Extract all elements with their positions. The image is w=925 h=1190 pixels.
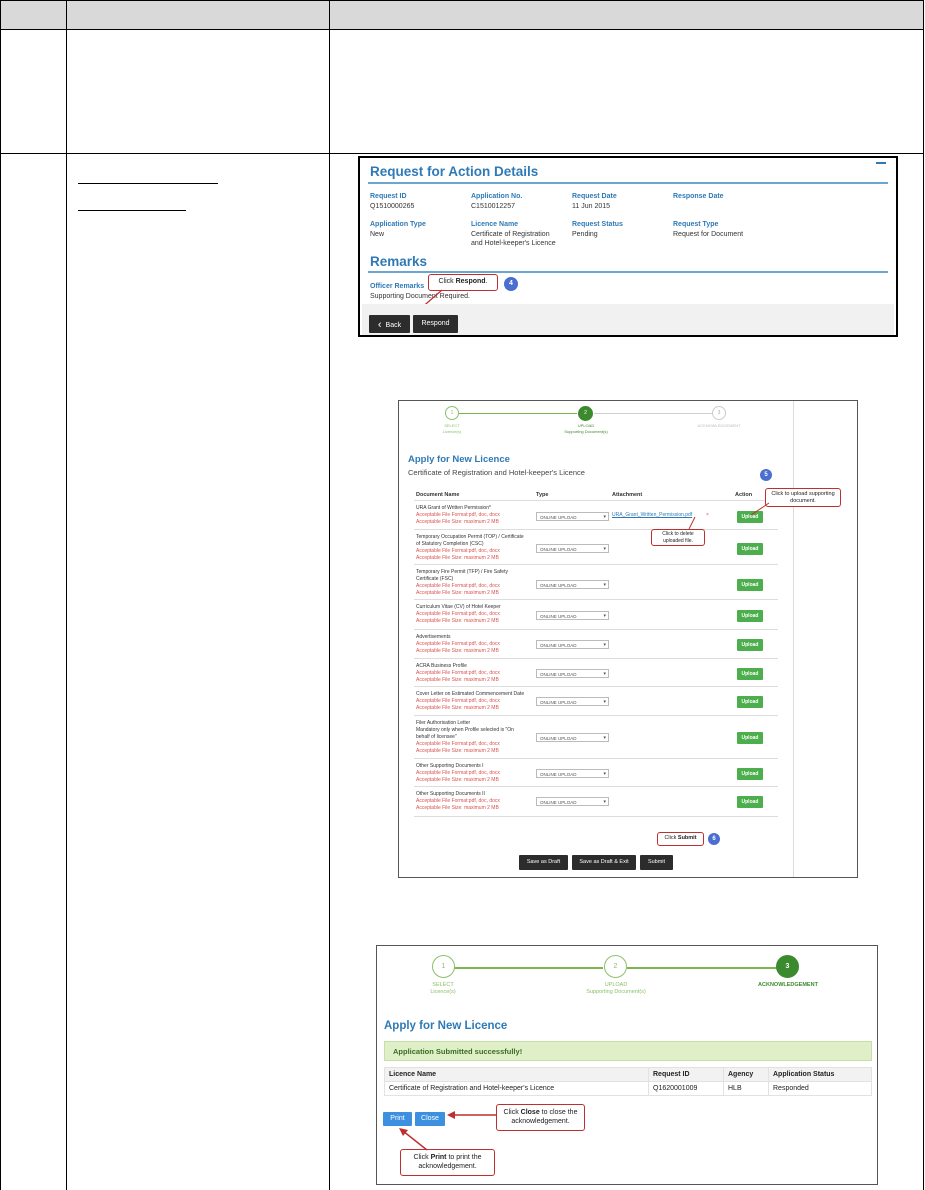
callout-text: Click (503, 1109, 521, 1116)
upload-button[interactable]: Upload (737, 610, 763, 622)
type-select[interactable]: ONLINE UPLOAD ▾ (536, 697, 609, 706)
col-attachment: Attachment (612, 492, 643, 498)
chevron-left-icon: ‹ (377, 319, 382, 331)
step-label-line: SELECT (432, 982, 454, 988)
step-label-line: Licence(s) (430, 989, 456, 995)
field-label: Licence Name (471, 221, 519, 228)
callout-arrow (447, 1109, 499, 1121)
type-select[interactable]: ONLINE UPLOAD ▾ (536, 733, 609, 742)
format-hint: Acceptable File Format:pdf, doc, docx (416, 512, 500, 518)
type-select[interactable]: ONLINE UPLOAD ▾ (536, 512, 609, 521)
callout-text: to close the acknowledgement. (511, 1109, 578, 1125)
doc-title: Filer Authorisation Letter (416, 720, 471, 726)
document-row (414, 786, 778, 817)
step-label: ACKNOWLEDGEMENT (758, 982, 818, 988)
callout-text: Click (413, 1154, 431, 1161)
col-document: Document Name (416, 492, 460, 498)
format-hint: Acceptable File Format:pdf, doc, docx (416, 741, 500, 747)
size-hint: Acceptable File Size: maximum 2 MB (416, 705, 499, 711)
doc-title: ACRA Business Profile (416, 663, 467, 669)
document-row (414, 715, 778, 759)
col-action: Action (735, 492, 753, 498)
rule (0, 0, 1, 1190)
step-label (549, 423, 623, 435)
callout-submit (657, 832, 704, 846)
doc-title: Advertisements (416, 634, 451, 640)
callout-delete: Click to delete uploaded file. (651, 529, 705, 546)
submit-button[interactable]: Submit (640, 855, 673, 870)
request-for-action-panel (358, 156, 898, 337)
doc-title: Curriculum Vitae (CV) of Hotel Keeper (416, 604, 501, 610)
step-label-line: UPLOAD (577, 423, 595, 428)
step-badge: 5 (760, 469, 772, 481)
step-circle: 2 (604, 955, 627, 978)
remarks-title: Remarks (370, 254, 428, 269)
step-badge: 4 (504, 277, 518, 291)
cell: Q1620001009 (649, 1082, 724, 1096)
step-label-line: Supporting Document(s) (586, 989, 646, 995)
field-label: Application No. (471, 193, 523, 200)
page-title: Apply for New Licence (408, 454, 510, 465)
step-circle-active: 3 (776, 955, 799, 978)
upload-button[interactable]: Upload (737, 511, 763, 523)
callout-print (400, 1149, 495, 1176)
size-hint: Acceptable File Size: maximum 2 MB (416, 777, 499, 783)
size-hint: Acceptable File Size: maximum 2 MB (416, 519, 499, 525)
cell: Certificate of Registration and Hotel-keeper's Licence (385, 1082, 649, 1096)
back-button[interactable] (369, 315, 410, 333)
step-label (413, 982, 473, 996)
step-label-line: SELECT (444, 423, 460, 428)
upload-button[interactable]: Upload (737, 796, 763, 808)
callout-text: to print the acknowledgement. (418, 1154, 482, 1170)
field-value: Pending (572, 231, 598, 238)
officer-remarks-label: Officer Remarks (370, 283, 425, 290)
divider (368, 271, 888, 273)
size-hint: Acceptable File Size: maximum 2 MB (416, 748, 499, 754)
document-row (414, 686, 778, 716)
close-button[interactable]: Close (415, 1112, 445, 1126)
col-header: Request ID (649, 1068, 724, 1082)
upload-button[interactable]: Upload (737, 768, 763, 780)
section-title: Request for Action Details (370, 164, 539, 179)
rule (0, 153, 924, 154)
field-value: Q1510000265 (370, 203, 415, 210)
format-hint: Acceptable File Format:pdf, doc, docx (416, 583, 500, 589)
save-exit-button[interactable]: Save as Draft & Exit (572, 855, 636, 870)
rule (329, 0, 330, 1190)
right-sidebar (793, 401, 858, 877)
cell: HLB (724, 1082, 769, 1096)
callout-bold: Close (520, 1109, 540, 1116)
page-title: Apply for New Licence (384, 1020, 508, 1032)
format-hint: Acceptable File Format:pdf, doc, docx (416, 641, 500, 647)
table-header-row (0, 0, 923, 29)
document-name (416, 534, 528, 562)
step-circle: 1 (432, 955, 455, 978)
size-hint: Acceptable File Size: maximum 2 MB (416, 805, 499, 811)
cell: Responded (769, 1082, 872, 1096)
callout-pointer (749, 501, 771, 517)
step-label: ACKNOWLEDGEMENT (697, 423, 741, 428)
field-value: C1510012257 (471, 203, 515, 210)
format-hint: Acceptable File Format:pdf, doc, docx (416, 770, 500, 776)
field-label: Request Status (572, 221, 623, 228)
type-select[interactable]: ONLINE UPLOAD ▾ (536, 769, 609, 778)
doc-title: URA Grant of Written Permission* (416, 505, 491, 511)
callout-text: Click (438, 278, 456, 285)
divider (368, 182, 888, 184)
save-draft-button[interactable]: Save as Draft (519, 855, 568, 870)
step-label (573, 982, 659, 996)
step-circle-active: 2 (578, 406, 593, 421)
document-row (414, 529, 778, 565)
step-circle: 3 (712, 406, 726, 420)
doc-title: Temporary Occupation Permit (TOP) / Certificate of Statutory Completion (CSC) (416, 534, 524, 547)
callout-upload: Click to upload supporting document. (765, 488, 841, 507)
upload-button[interactable]: Upload (737, 668, 763, 680)
field-label: Request Date (572, 193, 617, 200)
document-name (416, 634, 528, 655)
doc-title: Other Supporting Documents II (416, 791, 485, 797)
type-select[interactable]: ONLINE UPLOAD ▾ (536, 544, 609, 553)
col-header: Agency (724, 1068, 769, 1082)
step-circle: 1 (445, 406, 459, 420)
field-label: Application Type (370, 221, 426, 228)
field-value: New (370, 231, 385, 238)
callout-text: . (485, 278, 488, 285)
upload-button[interactable]: Upload (737, 639, 763, 651)
document-row (414, 758, 778, 787)
field-label: Request ID (370, 193, 407, 200)
document-name (416, 604, 528, 625)
underline-mark (78, 210, 186, 211)
type-select[interactable]: ONLINE UPLOAD ▾ (536, 580, 609, 589)
document-row (414, 629, 778, 659)
rule (0, 29, 924, 30)
document-row (414, 658, 778, 687)
step-connector (459, 413, 577, 414)
step-badge: 6 (708, 833, 720, 845)
acknowledgement-panel (376, 945, 878, 1185)
rule (0, 0, 924, 1)
doc-title: Temporary Fire Permit (TFP) / Fire Safety Certificate (FSC) (416, 569, 508, 582)
upload-button[interactable]: Upload (737, 579, 763, 591)
rule (66, 0, 67, 1190)
back-label: Back (385, 322, 402, 329)
callout-pointer (685, 515, 699, 531)
col-header: Licence Name (385, 1068, 649, 1082)
step-label-line: Licence(s) (442, 429, 462, 434)
respond-button[interactable]: Respond (413, 315, 458, 333)
step-connector (594, 413, 712, 414)
document-name (416, 691, 528, 712)
field-value: Request for Document (673, 231, 744, 238)
format-hint: Acceptable File Format:pdf, doc, docx (416, 798, 500, 804)
col-header: Application Status (769, 1068, 872, 1082)
field-label: Request Type (673, 221, 719, 228)
doc-note: Mandatory only when Profile selected is "On behalf of licensee" (416, 727, 514, 740)
callout-close (496, 1104, 585, 1131)
callout-bold: Submit (677, 835, 697, 841)
type-select[interactable]: ONLINE UPLOAD ▾ (536, 669, 609, 678)
document-row (414, 564, 778, 600)
size-hint: Acceptable File Size: maximum 2 MB (416, 590, 499, 596)
doc-title: Cover Letter on Estimated Commencement Date (416, 691, 525, 697)
type-select[interactable]: ONLINE UPLOAD ▾ (536, 640, 609, 649)
field-value: 11 Jun 2015 (572, 203, 611, 210)
type-select[interactable]: ONLINE UPLOAD ▾ (536, 611, 609, 620)
document-name (416, 663, 528, 684)
callout-arrow (397, 1126, 431, 1152)
size-hint: Acceptable File Size: maximum 2 MB (416, 677, 499, 683)
callout-bold: Respond (455, 278, 486, 285)
upload-button[interactable]: Upload (737, 543, 763, 555)
format-hint: Acceptable File Format:pdf, doc, docx (416, 611, 500, 617)
print-button[interactable]: Print (383, 1112, 412, 1126)
size-hint: Acceptable File Size: maximum 2 MB (416, 618, 499, 624)
document-name (416, 569, 528, 597)
document-row (414, 599, 778, 630)
format-hint: Acceptable File Format:pdf, doc, docx (416, 670, 500, 676)
upload-button[interactable]: Upload (737, 732, 763, 744)
table-row (385, 1082, 872, 1096)
step-label-line: Supporting Document(s) (564, 429, 608, 434)
collapse-icon[interactable] (876, 162, 886, 164)
upload-panel (398, 400, 858, 878)
format-hint: Acceptable File Format:pdf, doc, docx (416, 698, 500, 704)
document-name (416, 791, 528, 812)
success-banner: Application Submitted successfully! (384, 1041, 872, 1061)
acknowledgement-table (384, 1067, 872, 1096)
document-name (416, 763, 528, 784)
doc-title: Other Supporting Documents I (416, 763, 484, 769)
col-type: Type (536, 492, 549, 498)
delete-icon[interactable]: × (706, 512, 709, 518)
field-label: Response Date (673, 193, 724, 200)
attachment-link[interactable]: URA_Grant_Written_Permission.pdf (612, 512, 693, 518)
page-subtitle: Certificate of Registration and Hotel-keeper's Licence (408, 468, 585, 477)
rule (923, 0, 924, 1190)
format-hint: Acceptable File Format:pdf, doc, docx (416, 548, 500, 554)
table-header (385, 1068, 872, 1082)
upload-button[interactable]: Upload (737, 696, 763, 708)
document-name (416, 720, 528, 755)
step-connector (454, 967, 603, 969)
document-name (416, 505, 528, 526)
field-value: Certificate of Registration and Hotel-keeper's Licence (471, 231, 556, 247)
step-label-line: UPLOAD (604, 982, 628, 988)
underline-mark (78, 183, 218, 184)
size-hint: Acceptable File Size: maximum 2 MB (416, 555, 499, 561)
document-row (414, 500, 778, 530)
size-hint: Acceptable File Size: maximum 2 MB (416, 648, 499, 654)
callout-bold: Print (430, 1154, 447, 1161)
callout-text: Click (664, 835, 678, 841)
step-label (425, 423, 479, 435)
type-select[interactable]: ONLINE UPLOAD ▾ (536, 797, 609, 806)
step-connector (627, 967, 777, 969)
officer-remarks-value: Supporting Document Required. (370, 293, 471, 300)
